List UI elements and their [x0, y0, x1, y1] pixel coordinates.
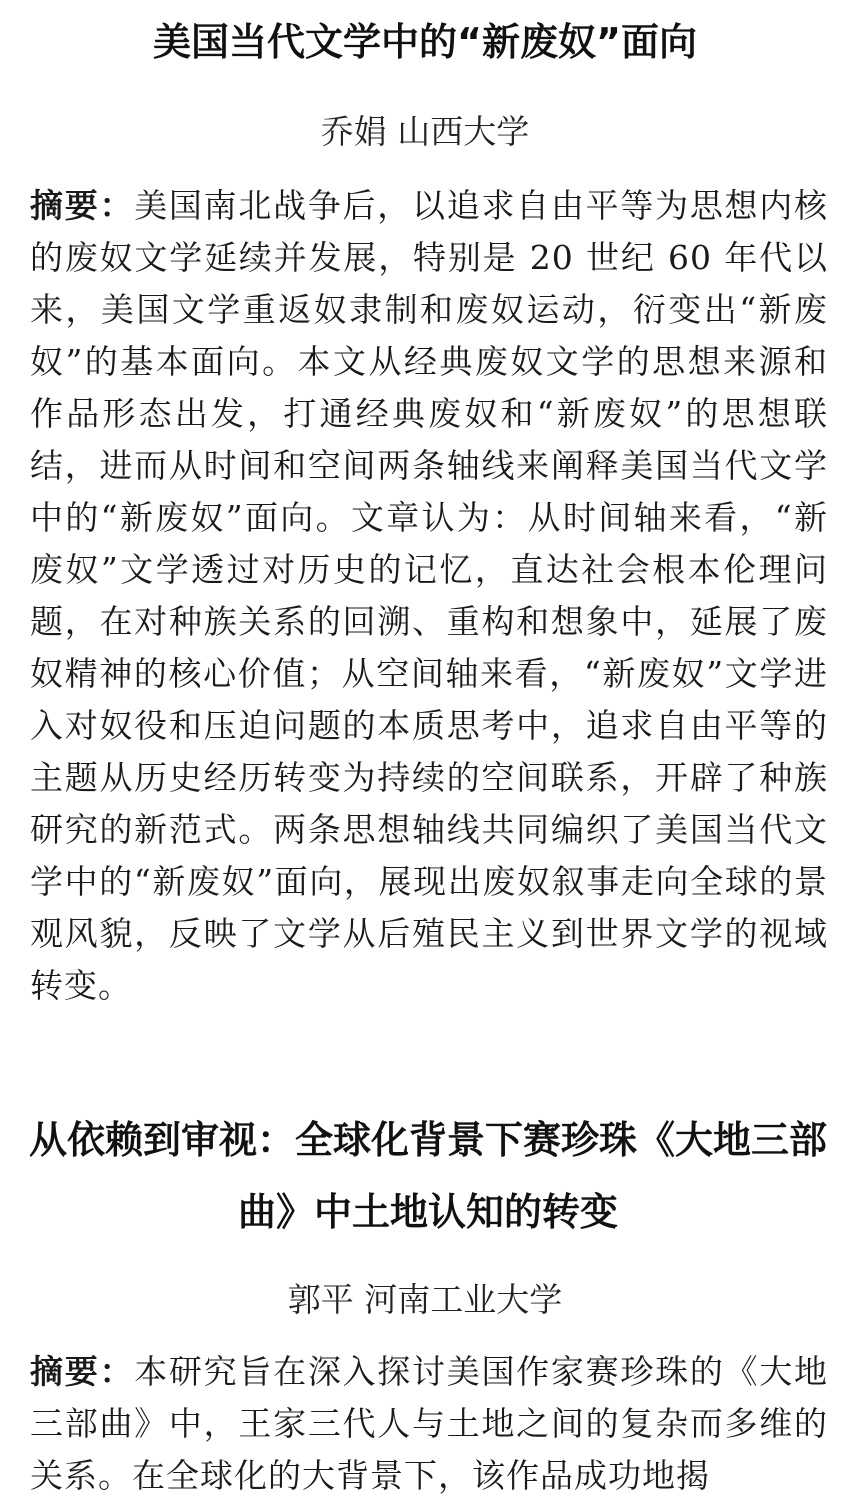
abstract-label: 摘要：	[30, 186, 135, 225]
abstract-text: 美国南北战争后，以追求自由平等为思想内核的废奴文学延续并发展，特别是 20 世纪 60 年代以来，美国文学重返奴隶制和废奴运动，衍变出“新废奴”的基本面向。本文从经典废奴文学的思想来源和作品形态出发，打通经典废奴和“新废奴”的思想联结，进而从时间和空间两条轴线来阐释美国当代文学中的“新废奴”面向。文章认为：从时间轴来看，“新废奴”文学透过对历史的记忆，直达社会根本伦理问题，在对种族关系的回溯、重构和想象中，延展了废奴精神的核心价值；从空间轴来看，“新废奴”文学进入对奴役和压迫问题的本质思考中，追求自由平等的主题从历史经历转变为持续的空间联系，开辟了种族研究的新范式。两条思想轴线共同编织了美国当代文学中的“新废奴”面向，展现出废奴叙事走向全球的景观风貌，反映了文学从后殖民主义到世界文学的视域转变。	[30, 186, 829, 1005]
article-abstract	[30, 180, 828, 1012]
article-title: 美国当代文学中的“新废奴”面向	[153, 20, 697, 64]
abstract-label: 摘要：	[30, 1352, 135, 1391]
article-author: 乔娟 山西大学	[320, 112, 530, 151]
article-author: 郭平 河南工业大学	[287, 1280, 563, 1319]
article-title: 从依赖到审视：全球化背景下赛珍珠《大地三部曲》中土地认知的转变	[28, 1118, 827, 1234]
article-abstract	[30, 1346, 828, 1502]
abstract-text: 本研究旨在深入探讨美国作家赛珍珠的《大地三部曲》中，王家三代人与土地之间的复杂而多维的关系。在全球化的大背景下，该作品成功地揭	[30, 1352, 829, 1495]
